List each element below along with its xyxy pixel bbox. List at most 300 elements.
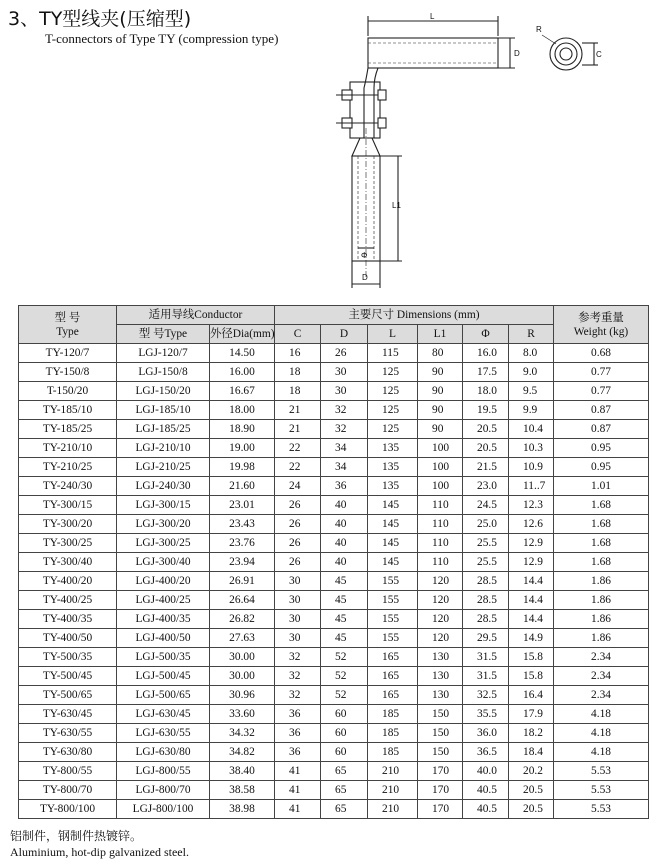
cell-conductor-type: LGJ-500/65 <box>117 686 210 705</box>
cell-conductor-type: LGJ-240/30 <box>117 477 210 496</box>
cell-dim-phi: 17.5 <box>463 363 509 382</box>
cell-conductor-dia: 34.32 <box>210 724 275 743</box>
table-row <box>19 572 649 591</box>
cell-conductor-type: LGJ-185/10 <box>117 401 210 420</box>
table-row <box>19 724 649 743</box>
table-row <box>19 648 649 667</box>
cell-weight: 1.68 <box>554 515 649 534</box>
cell-dim-R: 8.0 <box>509 344 554 363</box>
cell-dim-L: 135 <box>368 439 418 458</box>
cell-weight: 2.34 <box>554 648 649 667</box>
cell-conductor-type: LGJ-630/45 <box>117 705 210 724</box>
cell-dim-phi: 19.5 <box>463 401 509 420</box>
cell-type: TY-300/25 <box>19 534 117 553</box>
cell-dim-phi: 20.5 <box>463 439 509 458</box>
cell-dim-R: 16.4 <box>509 686 554 705</box>
cell-conductor-dia: 34.82 <box>210 743 275 762</box>
cell-weight: 0.77 <box>554 382 649 401</box>
table-row <box>19 477 649 496</box>
label-L1: L1 <box>392 201 401 210</box>
cell-conductor-type: LGJ-210/10 <box>117 439 210 458</box>
label-L: L <box>430 12 435 21</box>
page-subtitle: T-connectors of Type TY (compression type) <box>45 31 279 46</box>
cell-dim-L1: 170 <box>418 800 463 819</box>
cell-dim-phi: 29.5 <box>463 629 509 648</box>
cell-type: TY-210/10 <box>19 439 117 458</box>
dim-header-phi: Φ <box>463 325 509 344</box>
table-row <box>19 705 649 724</box>
cell-dim-D: 40 <box>321 496 368 515</box>
cell-conductor-dia: 23.43 <box>210 515 275 534</box>
cell-conductor-type: LGJ-185/25 <box>117 420 210 439</box>
cell-dim-phi: 21.5 <box>463 458 509 477</box>
cell-dim-R: 17.9 <box>509 705 554 724</box>
cell-conductor-dia: 18.00 <box>210 401 275 420</box>
cell-weight: 0.95 <box>554 439 649 458</box>
dim-header-L1: L1 <box>418 325 463 344</box>
cell-conductor-type: LGJ-300/40 <box>117 553 210 572</box>
cell-dim-L1: 110 <box>418 534 463 553</box>
cell-dim-L: 145 <box>368 515 418 534</box>
cell-dim-phi: 18.0 <box>463 382 509 401</box>
cell-conductor-type: LGJ-800/70 <box>117 781 210 800</box>
cell-type: TY-150/8 <box>19 363 117 382</box>
cell-dim-D: 65 <box>321 762 368 781</box>
cell-conductor-dia: 16.00 <box>210 363 275 382</box>
label-C: C <box>596 50 602 59</box>
table-row <box>19 534 649 553</box>
cell-conductor-type: LGJ-210/25 <box>117 458 210 477</box>
cell-weight: 0.87 <box>554 401 649 420</box>
cell-type: TY-630/80 <box>19 743 117 762</box>
cell-weight: 0.87 <box>554 420 649 439</box>
cell-dim-L1: 110 <box>418 553 463 572</box>
cell-dim-L: 135 <box>368 477 418 496</box>
label-R: R <box>536 25 542 34</box>
weight-header <box>554 306 649 344</box>
cell-conductor-dia: 23.94 <box>210 553 275 572</box>
cell-conductor-type: LGJ-500/35 <box>117 648 210 667</box>
cell-dim-phi: 25.5 <box>463 553 509 572</box>
cell-type: TY-120/7 <box>19 344 117 363</box>
cell-dim-D: 40 <box>321 534 368 553</box>
cell-dim-L1: 100 <box>418 439 463 458</box>
cell-dim-L1: 150 <box>418 705 463 724</box>
cell-dim-phi: 40.5 <box>463 800 509 819</box>
table-row <box>19 781 649 800</box>
cell-conductor-type: LGJ-300/20 <box>117 515 210 534</box>
cell-type: TY-400/50 <box>19 629 117 648</box>
cell-type: TY-210/25 <box>19 458 117 477</box>
cell-dim-L1: 170 <box>418 762 463 781</box>
table-row <box>19 800 649 819</box>
cell-dim-L: 210 <box>368 800 418 819</box>
cell-weight: 4.18 <box>554 705 649 724</box>
cell-dim-R: 9.5 <box>509 382 554 401</box>
cell-dim-L1: 90 <box>418 420 463 439</box>
cell-dim-D: 45 <box>321 591 368 610</box>
cell-weight: 1.86 <box>554 591 649 610</box>
dim-header-L: L <box>368 325 418 344</box>
cell-conductor-dia: 19.00 <box>210 439 275 458</box>
cell-weight: 5.53 <box>554 762 649 781</box>
cell-dim-L1: 90 <box>418 401 463 420</box>
cell-weight: 1.86 <box>554 629 649 648</box>
cell-dim-R: 11..7 <box>509 477 554 496</box>
table-row <box>19 363 649 382</box>
cell-type: TY-500/45 <box>19 667 117 686</box>
cell-dim-D: 52 <box>321 648 368 667</box>
cell-dim-D: 36 <box>321 477 368 496</box>
cell-dim-C: 41 <box>275 781 321 800</box>
cell-weight: 4.18 <box>554 743 649 762</box>
cell-dim-L1: 100 <box>418 477 463 496</box>
cell-dim-L1: 170 <box>418 781 463 800</box>
cell-dim-L1: 150 <box>418 743 463 762</box>
cell-dim-L: 145 <box>368 534 418 553</box>
table-row <box>19 591 649 610</box>
dimensions-group-header: 主要尺寸 Dimensions (mm) <box>275 306 554 325</box>
cell-dim-D: 45 <box>321 629 368 648</box>
cell-dim-L: 135 <box>368 458 418 477</box>
cell-dim-L1: 150 <box>418 724 463 743</box>
cell-weight: 5.53 <box>554 781 649 800</box>
cell-conductor-dia: 21.60 <box>210 477 275 496</box>
cell-weight: 0.95 <box>554 458 649 477</box>
cell-dim-L: 145 <box>368 496 418 515</box>
cell-dim-D: 45 <box>321 572 368 591</box>
cell-conductor-type: LGJ-150/8 <box>117 363 210 382</box>
conductor-dia-header: 外径Dia(mm) <box>210 325 275 344</box>
cell-type: TY-500/35 <box>19 648 117 667</box>
cell-conductor-dia: 30.00 <box>210 667 275 686</box>
cell-dim-D: 52 <box>321 686 368 705</box>
cell-conductor-type: LGJ-500/45 <box>117 667 210 686</box>
cell-type: T-150/20 <box>19 382 117 401</box>
cell-conductor-dia: 30.00 <box>210 648 275 667</box>
cell-dim-phi: 20.5 <box>463 420 509 439</box>
cell-weight: 2.34 <box>554 686 649 705</box>
cell-dim-C: 26 <box>275 553 321 572</box>
cell-dim-L: 145 <box>368 553 418 572</box>
cell-dim-D: 52 <box>321 667 368 686</box>
dim-header-D: D <box>321 325 368 344</box>
cell-type: TY-630/45 <box>19 705 117 724</box>
conductor-type-header: 型 号Type <box>117 325 210 344</box>
table-row <box>19 743 649 762</box>
cell-conductor-dia: 16.67 <box>210 382 275 401</box>
cell-dim-D: 34 <box>321 458 368 477</box>
cell-dim-L1: 110 <box>418 515 463 534</box>
cell-weight: 0.77 <box>554 363 649 382</box>
cell-dim-C: 16 <box>275 344 321 363</box>
cell-dim-L: 165 <box>368 686 418 705</box>
cell-conductor-type: LGJ-800/55 <box>117 762 210 781</box>
cell-dim-D: 32 <box>321 420 368 439</box>
cell-dim-R: 20.5 <box>509 781 554 800</box>
label-D-top: D <box>514 49 520 58</box>
table-row <box>19 610 649 629</box>
cell-dim-D: 34 <box>321 439 368 458</box>
cell-dim-phi: 36.5 <box>463 743 509 762</box>
cell-conductor-type: LGJ-400/20 <box>117 572 210 591</box>
cell-conductor-dia: 30.96 <box>210 686 275 705</box>
cell-dim-C: 21 <box>275 420 321 439</box>
type-header <box>19 306 117 344</box>
cell-dim-phi: 24.5 <box>463 496 509 515</box>
conductor-group-header: 适用导线Conductor <box>117 306 275 325</box>
table-row <box>19 344 649 363</box>
cell-conductor-dia: 38.98 <box>210 800 275 819</box>
table-row <box>19 686 649 705</box>
cell-dim-L1: 110 <box>418 496 463 515</box>
cell-type: TY-400/35 <box>19 610 117 629</box>
cell-weight: 1.68 <box>554 496 649 515</box>
cell-dim-L: 125 <box>368 363 418 382</box>
cell-conductor-dia: 14.50 <box>210 344 275 363</box>
cell-dim-phi: 28.5 <box>463 610 509 629</box>
cell-conductor-type: LGJ-120/7 <box>117 344 210 363</box>
cell-conductor-type: LGJ-400/25 <box>117 591 210 610</box>
cell-conductor-type: LGJ-800/100 <box>117 800 210 819</box>
page-title: 3、TY型线夹(压缩型) <box>8 8 192 30</box>
cell-dim-R: 10.3 <box>509 439 554 458</box>
cell-type: TY-300/20 <box>19 515 117 534</box>
cell-dim-C: 36 <box>275 743 321 762</box>
weight-header-en: Weight (kg) <box>573 325 629 338</box>
table-row <box>19 553 649 572</box>
cell-dim-R: 12.9 <box>509 534 554 553</box>
cell-weight: 1.68 <box>554 534 649 553</box>
table-row <box>19 667 649 686</box>
cell-dim-R: 14.4 <box>509 610 554 629</box>
cell-dim-L: 185 <box>368 743 418 762</box>
cell-dim-R: 12.3 <box>509 496 554 515</box>
cell-dim-C: 30 <box>275 629 321 648</box>
cell-dim-phi: 16.0 <box>463 344 509 363</box>
cell-dim-phi: 28.5 <box>463 572 509 591</box>
cell-conductor-type: LGJ-150/20 <box>117 382 210 401</box>
cell-type: TY-400/20 <box>19 572 117 591</box>
cell-conductor-type: LGJ-630/80 <box>117 743 210 762</box>
cell-dim-phi: 40.0 <box>463 762 509 781</box>
cell-dim-D: 30 <box>321 382 368 401</box>
table-body <box>19 344 649 819</box>
dim-header-R: R <box>509 325 554 344</box>
cell-dim-R: 12.6 <box>509 515 554 534</box>
connector-drawing <box>330 8 620 298</box>
cell-type: TY-630/55 <box>19 724 117 743</box>
cell-conductor-type: LGJ-300/25 <box>117 534 210 553</box>
cell-dim-D: 65 <box>321 781 368 800</box>
cell-conductor-type: LGJ-400/50 <box>117 629 210 648</box>
cell-dim-C: 26 <box>275 534 321 553</box>
cell-dim-D: 40 <box>321 553 368 572</box>
cell-type: TY-240/30 <box>19 477 117 496</box>
cell-conductor-dia: 38.58 <box>210 781 275 800</box>
table-row <box>19 420 649 439</box>
cell-dim-C: 26 <box>275 496 321 515</box>
cell-dim-C: 32 <box>275 667 321 686</box>
cell-dim-phi: 31.5 <box>463 667 509 686</box>
cell-dim-C: 30 <box>275 591 321 610</box>
table-row <box>19 629 649 648</box>
cell-dim-R: 14.4 <box>509 591 554 610</box>
cell-type: TY-500/65 <box>19 686 117 705</box>
cell-dim-C: 32 <box>275 686 321 705</box>
cell-type: TY-300/15 <box>19 496 117 515</box>
cell-dim-L: 125 <box>368 382 418 401</box>
table-row <box>19 401 649 420</box>
cell-dim-L: 210 <box>368 762 418 781</box>
cell-weight: 1.01 <box>554 477 649 496</box>
cell-dim-C: 22 <box>275 458 321 477</box>
cell-dim-L: 185 <box>368 705 418 724</box>
cell-dim-L: 185 <box>368 724 418 743</box>
cell-type: TY-185/10 <box>19 401 117 420</box>
cell-dim-phi: 31.5 <box>463 648 509 667</box>
cell-type: TY-800/100 <box>19 800 117 819</box>
table-row <box>19 762 649 781</box>
cell-dim-D: 30 <box>321 363 368 382</box>
cell-dim-C: 24 <box>275 477 321 496</box>
cell-dim-phi: 32.5 <box>463 686 509 705</box>
type-header-cn: 型 号 <box>54 311 81 324</box>
cell-conductor-type: LGJ-400/35 <box>117 610 210 629</box>
cell-dim-D: 60 <box>321 705 368 724</box>
cell-weight: 2.34 <box>554 667 649 686</box>
cell-dim-L1: 90 <box>418 363 463 382</box>
cell-dim-L: 155 <box>368 591 418 610</box>
cell-type: TY-185/25 <box>19 420 117 439</box>
cell-dim-phi: 35.5 <box>463 705 509 724</box>
cell-dim-R: 10.4 <box>509 420 554 439</box>
cell-weight: 4.18 <box>554 724 649 743</box>
cell-dim-D: 45 <box>321 610 368 629</box>
cell-dim-L1: 130 <box>418 686 463 705</box>
cell-weight: 1.68 <box>554 553 649 572</box>
cell-dim-L1: 120 <box>418 591 463 610</box>
cell-dim-L1: 130 <box>418 648 463 667</box>
cell-dim-C: 30 <box>275 572 321 591</box>
cell-dim-phi: 25.0 <box>463 515 509 534</box>
cell-dim-L: 155 <box>368 610 418 629</box>
cell-dim-R: 18.4 <box>509 743 554 762</box>
cell-dim-L1: 130 <box>418 667 463 686</box>
cell-dim-C: 41 <box>275 800 321 819</box>
cell-dim-L: 125 <box>368 420 418 439</box>
cell-conductor-dia: 23.76 <box>210 534 275 553</box>
cell-dim-C: 41 <box>275 762 321 781</box>
cell-dim-C: 18 <box>275 363 321 382</box>
cell-type: TY-800/55 <box>19 762 117 781</box>
label-phi: Φ <box>361 251 368 260</box>
cell-dim-R: 9.9 <box>509 401 554 420</box>
cell-conductor-type: LGJ-300/15 <box>117 496 210 515</box>
cell-conductor-type: LGJ-630/55 <box>117 724 210 743</box>
cell-type: TY-800/70 <box>19 781 117 800</box>
cell-dim-C: 30 <box>275 610 321 629</box>
cell-type: TY-400/25 <box>19 591 117 610</box>
cell-conductor-dia: 33.60 <box>210 705 275 724</box>
cell-dim-phi: 36.0 <box>463 724 509 743</box>
table-row <box>19 496 649 515</box>
cell-dim-R: 10.9 <box>509 458 554 477</box>
cell-dim-R: 20.5 <box>509 800 554 819</box>
cell-weight: 0.68 <box>554 344 649 363</box>
cell-dim-R: 12.9 <box>509 553 554 572</box>
cell-dim-D: 65 <box>321 800 368 819</box>
table-row <box>19 382 649 401</box>
cell-weight: 1.86 <box>554 610 649 629</box>
cell-dim-C: 21 <box>275 401 321 420</box>
cell-weight: 5.53 <box>554 800 649 819</box>
cell-dim-R: 9.0 <box>509 363 554 382</box>
label-D-bottom: D <box>362 273 368 282</box>
cell-dim-R: 15.8 <box>509 667 554 686</box>
cell-dim-phi: 40.5 <box>463 781 509 800</box>
cell-conductor-dia: 26.82 <box>210 610 275 629</box>
cell-type: TY-300/40 <box>19 553 117 572</box>
cell-dim-C: 32 <box>275 648 321 667</box>
cell-conductor-dia: 26.91 <box>210 572 275 591</box>
cell-dim-D: 32 <box>321 401 368 420</box>
cell-dim-L: 155 <box>368 629 418 648</box>
cell-dim-C: 26 <box>275 515 321 534</box>
weight-header-cn: 参考重量 <box>578 311 624 324</box>
table-row <box>19 458 649 477</box>
cell-dim-L: 165 <box>368 667 418 686</box>
cell-dim-L: 115 <box>368 344 418 363</box>
table-row <box>19 439 649 458</box>
cell-dim-C: 22 <box>275 439 321 458</box>
cell-conductor-dia: 18.90 <box>210 420 275 439</box>
cell-weight: 1.86 <box>554 572 649 591</box>
material-note-cn: 铝制件，钢制件热镀锌。 <box>10 829 143 843</box>
type-header-en: Type <box>56 325 79 338</box>
cell-dim-L: 210 <box>368 781 418 800</box>
cell-conductor-dia: 27.63 <box>210 629 275 648</box>
dim-header-C: C <box>275 325 321 344</box>
material-note-en: Aluminium, hot-dip galvanized steel. <box>10 845 189 859</box>
cell-dim-L1: 120 <box>418 572 463 591</box>
cell-dim-L1: 120 <box>418 629 463 648</box>
cell-dim-L: 165 <box>368 648 418 667</box>
cell-dim-L1: 120 <box>418 610 463 629</box>
cell-conductor-dia: 26.64 <box>210 591 275 610</box>
cell-conductor-dia: 38.40 <box>210 762 275 781</box>
cell-dim-R: 14.4 <box>509 572 554 591</box>
cell-dim-C: 36 <box>275 724 321 743</box>
dimensions-table <box>18 305 649 819</box>
cell-dim-R: 15.8 <box>509 648 554 667</box>
cell-dim-C: 18 <box>275 382 321 401</box>
cell-dim-R: 18.2 <box>509 724 554 743</box>
cell-dim-phi: 23.0 <box>463 477 509 496</box>
cell-conductor-dia: 23.01 <box>210 496 275 515</box>
cell-dim-R: 14.9 <box>509 629 554 648</box>
cell-dim-phi: 25.5 <box>463 534 509 553</box>
cell-dim-D: 26 <box>321 344 368 363</box>
cell-dim-L: 155 <box>368 572 418 591</box>
cell-dim-phi: 28.5 <box>463 591 509 610</box>
cell-dim-D: 60 <box>321 743 368 762</box>
cell-conductor-dia: 19.98 <box>210 458 275 477</box>
cell-dim-R: 20.2 <box>509 762 554 781</box>
cell-dim-L1: 80 <box>418 344 463 363</box>
table-row <box>19 515 649 534</box>
cell-dim-D: 40 <box>321 515 368 534</box>
